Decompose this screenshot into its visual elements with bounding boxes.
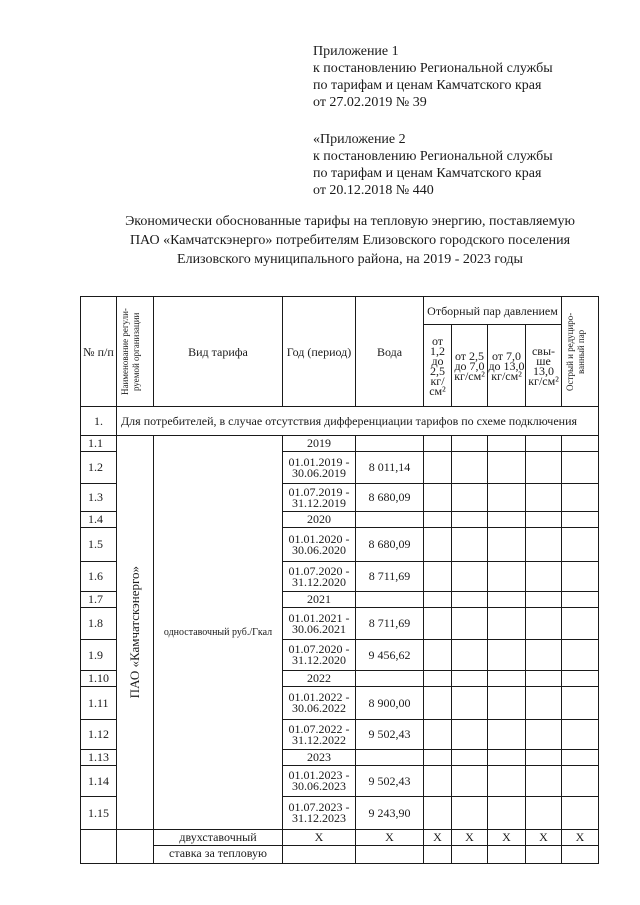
org-cell bbox=[117, 436, 154, 830]
header-appendix-1 bbox=[313, 43, 553, 111]
header-period: Год (период) bbox=[283, 297, 356, 407]
two-part-steam-1: Х bbox=[424, 830, 452, 846]
table-row bbox=[81, 846, 599, 864]
water-cell: 8 900,00 bbox=[356, 687, 424, 720]
period-cell: 01.07.2023 - 31.12.2023 bbox=[283, 797, 356, 830]
water-cell: 9 502,43 bbox=[356, 720, 424, 750]
header-water: Вода bbox=[356, 297, 424, 407]
tariff-table bbox=[80, 296, 599, 864]
row-num: 1.2 bbox=[81, 452, 117, 484]
row-num: 1.9 bbox=[81, 640, 117, 671]
row-num: 1.4 bbox=[81, 512, 117, 528]
year-cell: 2021 bbox=[283, 592, 356, 608]
header-line: Приложение 1 bbox=[313, 44, 399, 59]
period-cell: 01.01.2022 - 30.06.2022 bbox=[283, 687, 356, 720]
header-steam-4: свы-ше 13,0 кг/см² bbox=[526, 325, 562, 407]
two-part-label: двухставочный bbox=[154, 830, 283, 846]
section-num: 1. bbox=[81, 407, 117, 436]
water-cell: 9 243,90 bbox=[356, 797, 424, 830]
header-org bbox=[117, 297, 154, 407]
water-cell: 8 680,09 bbox=[356, 528, 424, 562]
two-part-water: Х bbox=[356, 830, 424, 846]
row-num: 1.13 bbox=[81, 750, 117, 766]
water-cell: 8 711,69 bbox=[356, 562, 424, 592]
year-cell: 2020 bbox=[283, 512, 356, 528]
row-num: 1.8 bbox=[81, 608, 117, 640]
table-row bbox=[81, 436, 599, 452]
row-num: 1.12 bbox=[81, 720, 117, 750]
period-cell: 01.07.2022 - 31.12.2022 bbox=[283, 720, 356, 750]
year-cell: 2019 bbox=[283, 436, 356, 452]
row-num: 1.6 bbox=[81, 562, 117, 592]
period-cell: 01.07.2020 - 31.12.2020 bbox=[283, 640, 356, 671]
period-cell: 01.01.2020 - 30.06.2020 bbox=[283, 528, 356, 562]
row-num: 1.3 bbox=[81, 484, 117, 512]
row-num: 1.15 bbox=[81, 797, 117, 830]
header-steam: Отборный пар давлением bbox=[424, 297, 562, 325]
title-line: ПАО «Камчатскэнерго» потребителям Елизовского городского поселения bbox=[129, 233, 571, 248]
header-line: по тарифам и ценам Камчатского края bbox=[313, 78, 542, 93]
water-cell bbox=[356, 436, 424, 452]
row-num: 1.7 bbox=[81, 592, 117, 608]
org-name: ПАО «Камчатскэнерго» bbox=[127, 566, 142, 699]
water-cell: 8 680,09 bbox=[356, 484, 424, 512]
period-cell: 01.07.2020 - 31.12.2020 bbox=[283, 562, 356, 592]
row-num: 1.11 bbox=[81, 687, 117, 720]
header-tariff-type: Вид тарифа bbox=[154, 297, 283, 407]
title-line: Елизовского муниципального района, на 2019 - 2023 годы bbox=[177, 252, 523, 267]
header-steam-3: от 7,0 до 13,0 кг/см² bbox=[488, 325, 526, 407]
header-acute-steam bbox=[562, 297, 599, 407]
table-header-row bbox=[81, 297, 599, 325]
water-cell: 9 456,62 bbox=[356, 640, 424, 671]
header-line: «Приложение 2 bbox=[313, 132, 406, 147]
header-line: от 20.12.2018 № 440 bbox=[313, 183, 434, 198]
year-cell: 2022 bbox=[283, 671, 356, 687]
two-part-steam-4: Х bbox=[526, 830, 562, 846]
header-num: № п/п bbox=[81, 297, 117, 407]
period-cell: 01.01.2021 - 30.06.2021 bbox=[283, 608, 356, 640]
period-cell: 01.01.2023 - 30.06.2023 bbox=[283, 766, 356, 797]
header-line: к постановлению Региональной службы bbox=[313, 149, 553, 164]
section-row bbox=[81, 407, 599, 436]
title-line: Экономически обоснованные тарифы на тепловую энергию, поставляемую bbox=[125, 214, 575, 229]
header-line: к постановлению Региональной службы bbox=[313, 61, 553, 76]
row-num: 1.10 bbox=[81, 671, 117, 687]
two-part-steam-2: Х bbox=[452, 830, 488, 846]
header-line: от 27.02.2019 № 39 bbox=[313, 95, 427, 110]
header-org-text: Наименование регули-руемой организации bbox=[120, 308, 141, 395]
water-cell: 8 011,14 bbox=[356, 452, 424, 484]
header-steam-1: от 1,2 до 2,5 кг/см² bbox=[424, 325, 452, 407]
row-num: 1.14 bbox=[81, 766, 117, 797]
document-title bbox=[60, 212, 640, 269]
two-part-steam-3: Х bbox=[488, 830, 526, 846]
header-appendix-2 bbox=[313, 131, 553, 199]
year-cell: 2023 bbox=[283, 750, 356, 766]
period-cell: 01.07.2019 - 31.12.2019 bbox=[283, 484, 356, 512]
two-part-period: Х bbox=[283, 830, 356, 846]
header-steam-2: от 2,5 до 7,0 кг/см² bbox=[452, 325, 488, 407]
row-num: 1.1 bbox=[81, 436, 117, 452]
section-text: Для потребителей, в случае отсутствия дифференциации тарифов по схеме подключения bbox=[117, 407, 599, 436]
water-cell: 8 711,69 bbox=[356, 608, 424, 640]
period-cell: 01.01.2019 - 30.06.2019 bbox=[283, 452, 356, 484]
row-num: 1.5 bbox=[81, 528, 117, 562]
two-part-row bbox=[81, 830, 599, 846]
tariff-single: одноставочный руб./Гкал bbox=[154, 436, 283, 830]
header-acute-text: Острый и редуциро-ванный пар bbox=[565, 312, 586, 391]
water-cell: 9 502,43 bbox=[356, 766, 424, 797]
rate-label: ставка за тепловую bbox=[154, 846, 283, 864]
header-line: по тарифам и ценам Камчатского края bbox=[313, 166, 542, 181]
two-part-acute: Х bbox=[562, 830, 599, 846]
